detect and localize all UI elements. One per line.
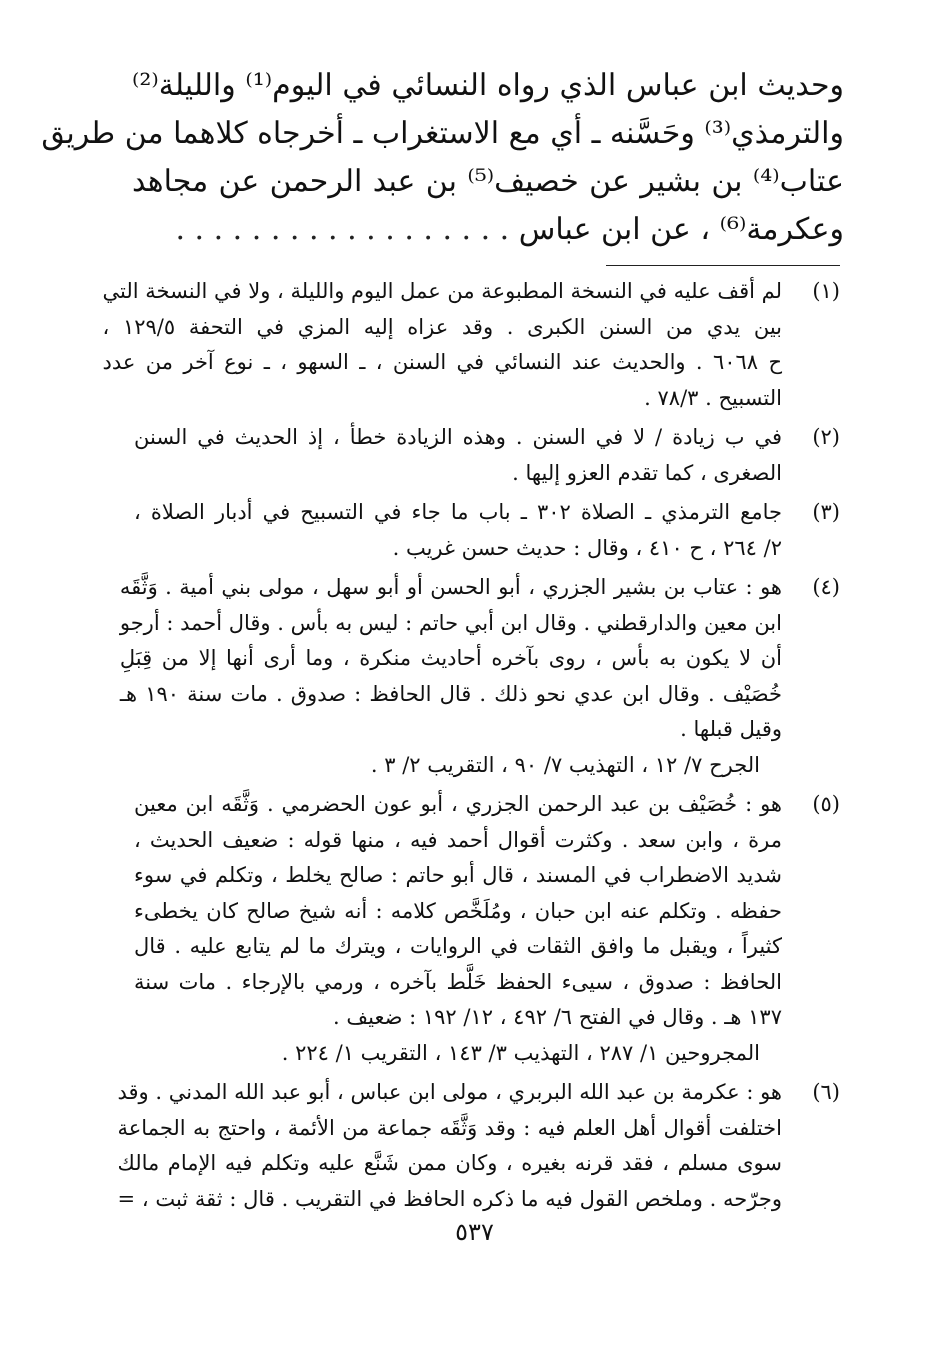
footnote-separator	[606, 265, 840, 266]
footnote-body	[120, 570, 782, 783]
footnote	[119, 570, 840, 783]
footnote-line: سوى مسلم ، فقد قرنه بغيره ، وكان ممن شَنَّع عليه وتكلم فيه الإمام مالك	[117, 1151, 782, 1175]
main-text-line: عتاب⁽⁴⁾ بن بشير عن خصيف⁽⁵⁾ بن عبد الرحمن عن مجاهد	[132, 164, 844, 199]
trailing-dots: . . . . . . . . . . . . . . . . . .	[175, 212, 510, 247]
footnote-line: هو : عكرمة بن عبد الله البربري ، مولى ابن عباس ، أبو عبد الله المدني . وقد	[117, 1080, 782, 1104]
footnote-number: (٤)	[812, 575, 840, 599]
footnote-line: شديد الاضطراب في المسند ، قال أبو حاتم : صالح يخلط ، وتكلم في سوء	[134, 863, 782, 887]
footnote-line: أن لا يكون به بأس ، روى بآخره أحاديث منكرة ، وما أرى أنها إلا من قِبَلِ	[119, 646, 782, 670]
footnote-line: كثيراً ، ويقبل ما وافق الثقات في الروايات ، ويترك ما لم يتابع عليه . قال	[134, 934, 782, 958]
footnote-line: الحافظ : صدوق ، سيىء الحفظ خَلَّط بآخره ، ورمي بالإرجاء . مات سنة	[134, 969, 782, 994]
footnote-number: (١)	[812, 279, 840, 303]
footnote	[117, 1075, 840, 1217]
footnote-line: ابن معين والدارقطني . وقال ابن أبي حاتم : ليس به بأس . وقال أحمد : أرجو	[119, 610, 782, 635]
footnote-line: وقيل قبلها .	[680, 717, 782, 741]
footnote-body	[118, 1075, 783, 1217]
footnote-line: حفظه . وتكلم عنه ابن حبان ، ومُلَخَّص كلامه : أنه شيخ صالح كان يخطىء	[134, 898, 782, 923]
footnote-line: الصغرى ، كما تقدم العزو إليها .	[512, 460, 782, 485]
main-text-line-last	[132, 206, 844, 254]
footnote-line: بين يدي من السنن الكبرى . وقد عزاه إليه المزي في التحفة ١٢٩/٥ ،	[102, 314, 782, 339]
footnote-line: لم أقف عليه في النسخة المطبوعة من عمل اليوم والليلة ، ولا في النسخة التي	[102, 279, 782, 303]
footnote-line: اختلفت أقوال أهل العلم فيه : وقد وَثَّقَه جماعة من الأئمة ، واحتج به الجماعة	[117, 1115, 782, 1140]
footnote-body	[103, 274, 783, 416]
footnote-reference: المجروحين ١/ ٢٨٧ ، التهذيب ٣/ ١٤٣ ، التقريب ١/ ٢٢٤ .	[281, 1040, 760, 1065]
footnote-reference: الجرح ٧/ ١٢ ، التهذيب ٧/ ٩٠ ، التقريب ٢/ ٣ .	[370, 752, 760, 777]
footnote-number: (٢)	[812, 425, 840, 449]
footnote	[102, 274, 840, 416]
main-text	[41, 62, 844, 254]
footnote-number: (٥)	[812, 792, 840, 816]
footnote-body	[134, 420, 782, 491]
footnote-line: ح ٦٠٦٨ . والحديث عند النسائي في السنن ، ـ السهو ، ـ نوع آخر من عدد	[102, 350, 782, 374]
footnote-line: هو : عتاب بن بشير الجزري ، أبو الحسن أو أبو سهل ، مولى بني أمية . وَثَّقَه	[119, 575, 782, 599]
page-number: ٥٣٧	[455, 1218, 494, 1246]
footnote-line: وجرّحه . وملخص القول فيه ما ذكره الحافظ في التقريب . قال : ثقة ثبت ، =	[117, 1186, 782, 1211]
footnote-line: ٢/ ٢٦٤ ، ح ٤١٠ ، وقال : حديث حسن غريب .	[392, 535, 782, 560]
footnote	[134, 495, 840, 566]
footnote-number: (٦)	[812, 1080, 840, 1104]
footnote-line: ١٣٧ هـ . وقال في الفتح ٦/ ٤٩٢ ، ١٢/ ١٩٢ : ضعيف .	[333, 1005, 782, 1029]
footnotes	[102, 274, 840, 1221]
footnote-line: التسبيح . ٧٨/٣ .	[644, 385, 782, 410]
footnote-body	[134, 787, 782, 1071]
footnote-number: (٣)	[812, 500, 840, 524]
footnote	[134, 787, 840, 1071]
footnote-body	[134, 495, 782, 566]
main-text-line: وحديث ابن عباس الذي رواه النسائي في اليوم⁽¹⁾ والليلة⁽²⁾	[132, 68, 844, 103]
main-text-line: والترمذي⁽³⁾ وحَسَّنه ـ أي مع الاستغراب ـ أخرجاه كلاهما من طريق	[41, 116, 844, 151]
footnote-line: خُصَيْف . وقال ابن عدي نحو ذلك . قال الحافظ : صدوق . مات سنة ١٩٠ هـ	[119, 681, 783, 706]
footnote-line: مرة ، وابن سعد . وكثرت أقوال أحمد فيه ، منها قوله : ضعيف الحديث ،	[134, 827, 782, 852]
footnote-line: جامع الترمذي ـ الصلاة ٣٠٢ ـ باب ما جاء في التسبيح في أدبار الصلاة ،	[134, 500, 782, 524]
footnote	[134, 420, 840, 491]
footnote-line: في ب زيادة / لا في السنن . وهذه الزيادة خطأ ، إذ الحديث في السنن	[134, 425, 782, 449]
footnote-line: هو : خُصَيْف بن عبد الرحمن الجزري ، أبو عون الحضرمي . وَثَّقَه ابن معين	[134, 792, 782, 816]
main-text-line: وعكرمة⁽⁶⁾ ، عن ابن عباس	[518, 212, 844, 247]
